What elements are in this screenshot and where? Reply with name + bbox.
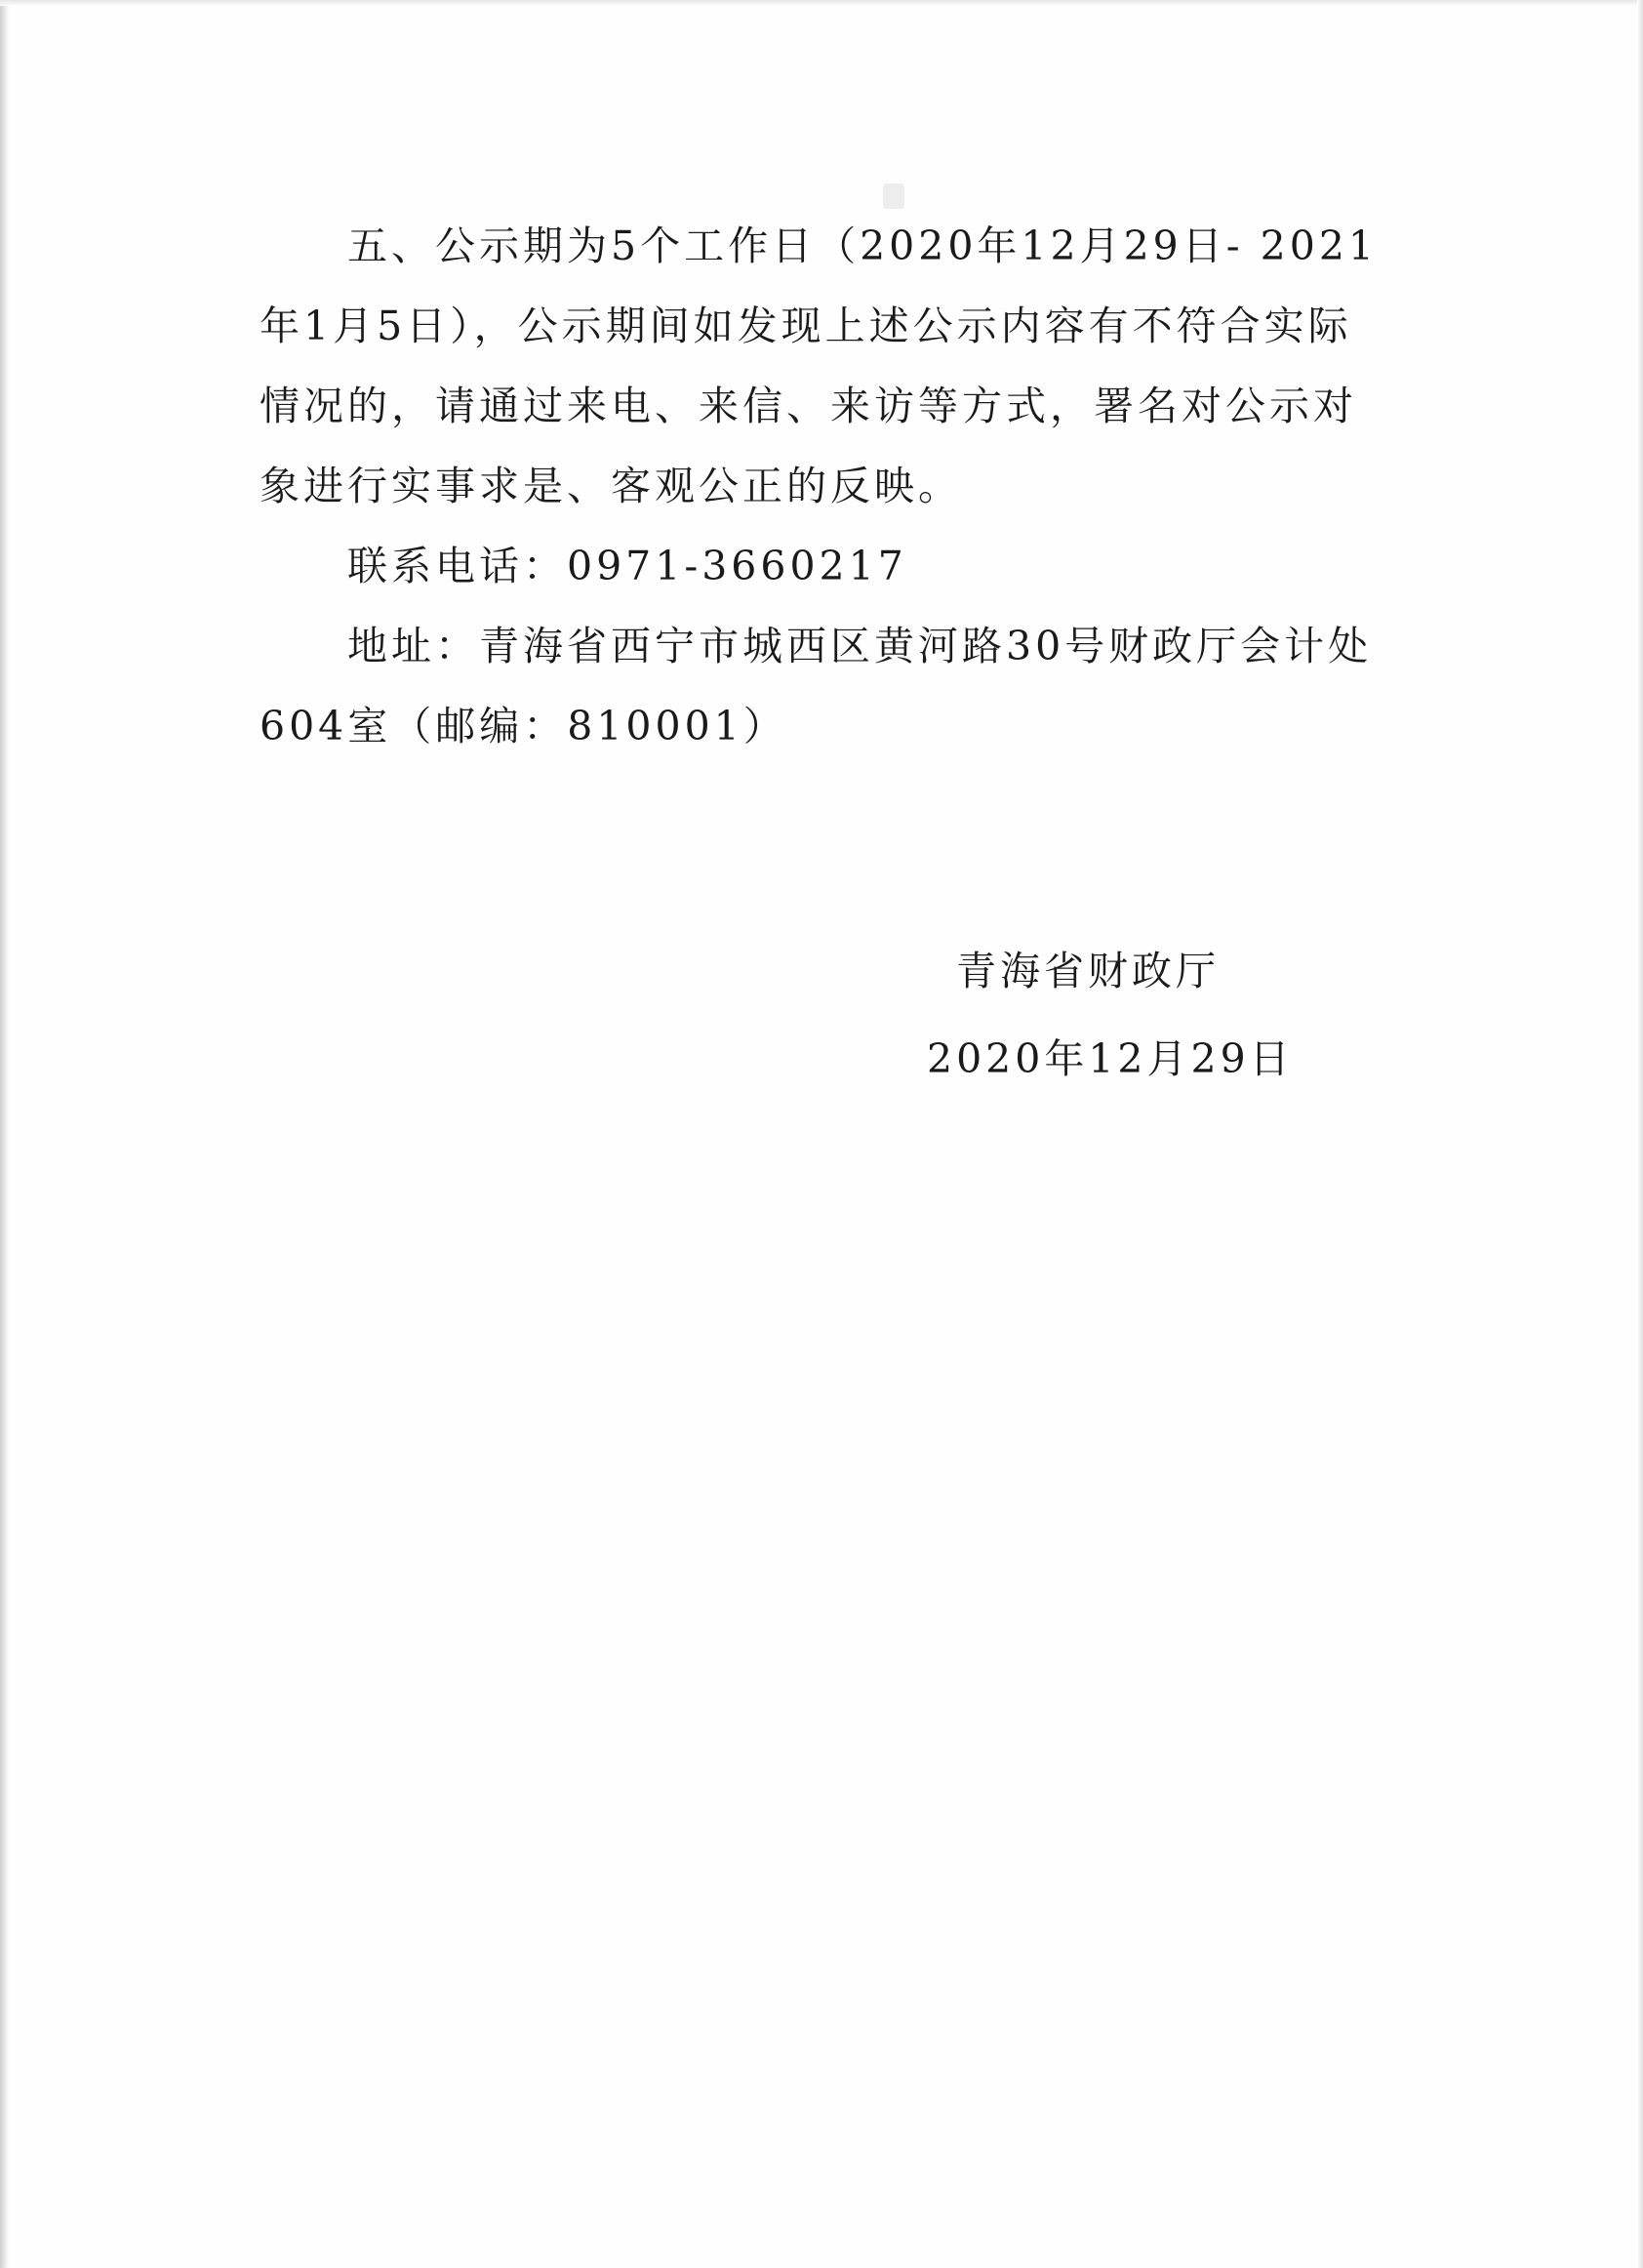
signature-organization: 青海省财政厅 [956, 948, 1220, 994]
scan-shadow-top [0, 0, 1643, 6]
paragraph-notice-period: 五、公示期为5个工作日（2020年12月29日- 2021年1月5日），公示期间如发现上述公示内容有不符合实际情况的，请通过来电、来信、来访等方式，署名对公示对象进行实事求是、客观公正的反映。 [260, 223, 1378, 509]
scan-shadow-left [0, 0, 10, 2268]
signature-date: 2020年12月29日 [927, 1035, 1294, 1082]
document-body [260, 206, 1383, 766]
signature-block [927, 927, 1317, 1103]
paragraph-address: 地址：青海省西宁市城西区黄河路30号财政厅会计处604室（邮编：810001） [260, 623, 1373, 749]
scan-shadow-right [1637, 0, 1643, 2268]
paragraph-contact-phone: 联系电话：0971-3660217 [347, 543, 907, 589]
